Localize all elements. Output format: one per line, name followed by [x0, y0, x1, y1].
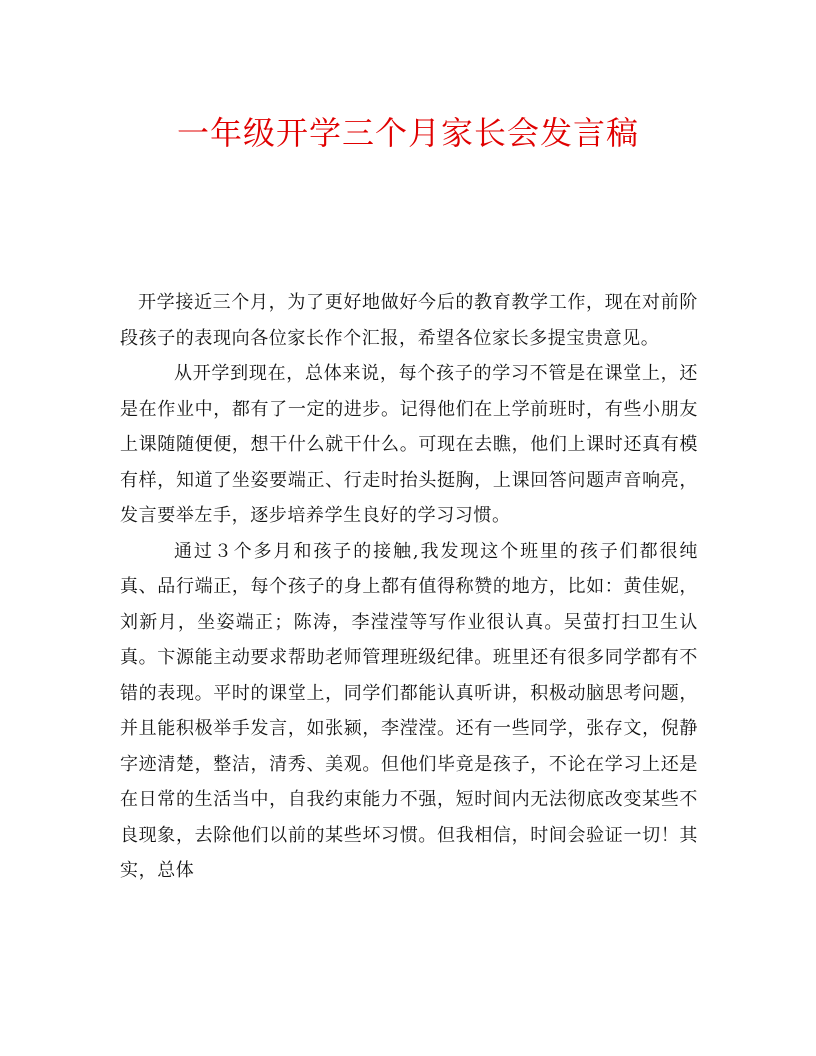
- paragraph-observations: 通过３个多月和孩子的接触,我发现这个班里的孩子们都很纯真、品行端正，每个孩子的身上都有值得称赞的地方，比如：黄佳妮，刘新月，坐姿端正；陈涛，李滢滢等写作业很认真。吴萤打扫卫生认真。卞源能主动要求帮助老师管理班级纪律。班里还有很多同学都有不错的表现。平时的课堂上，同学们都能认真听讲，积极动脑思考问题，并且能积极举手发言，如张颍，李滢滢。还有一些同学，张存文，倪静字迹清楚，整洁，清秀、美观。但他们毕竟是孩子，不论在学习上还是在日常的生活当中，自我约束能力不强，短时间内无法彻底改变某些不良现象，去除他们以前的某些坏习惯。但我相信，时间会验证一切！其实，总体: [120, 540, 698, 881]
- document-title: 一年级开学三个月家长会发言稿: [176, 114, 639, 152]
- document-body: [120, 285, 698, 889]
- paragraph-progress: 从开学到现在，总体来说，每个孩子的学习不管是在课堂上，还是在作业中，都有了一定的进步。记得他们在上学前班时，有些小朋友上课随随便便，想干什么就干什么。可现在去瞧，他们上课时还真有模有样，知道了坐姿要端正、行走时抬头挺胸，上课回答问题声音响亮，发言要举左手，逐步培养学生良好的学习习惯。: [120, 363, 698, 526]
- paragraph-intro: 开学接近三个月，为了更好地做好今后的教育教学工作，现在对前阶段孩子的表现向各位家长作个汇报，希望各位家长多提宝贵意见。: [120, 292, 698, 349]
